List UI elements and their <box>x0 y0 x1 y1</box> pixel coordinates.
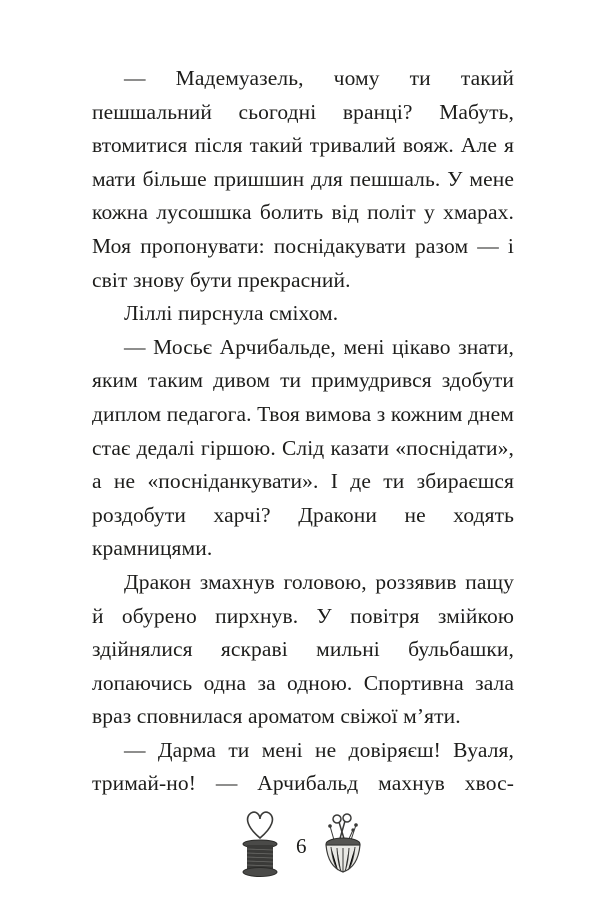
paragraph: Дракон змахнув головою, роззявив пащу й обурено пирхнув. У повітря змійкою здійнялися яскраві мильні бульбашки, лопаючись одна за одною. Спортивна зала враз сповнилася ароматом свіжої м’яти. <box>92 569 514 729</box>
thread-spool-heart-icon <box>238 808 282 880</box>
paragraph: — Дарма ти мені не довіряєш! Вуаля, тримай-но! — Арчибальд махнув хвос- <box>92 737 514 796</box>
page-number: 6 <box>296 834 307 858</box>
page-footer <box>0 800 600 900</box>
pincushion-scissors-icon <box>320 812 366 878</box>
paragraph: — Мосьє Арчибальде, мені цікаво знати, яким таким дивом ти примудрився здобути диплом педагога. Твоя вимова з кожним днем стає дедалі гіршою. Слід казати «поснідати», а не «посніданкувати». І де ти збираєшся роздобути харчі? Дракони не ходять крамницями. <box>92 334 514 561</box>
paragraph: Ліллі пирснула сміхом. <box>124 301 339 326</box>
page-text <box>92 62 514 801</box>
paragraph: — Мадемуазель, чому ти такий пешшальний сьогодні вранці? Мабуть, втомитися після такий тривалий вояж. Але я мати більше пришшин для пешшаль. У мене кожна лусошшка болить від політ у хмарах. Моя пропонувати: поснідакувати разом — і світ знову бути прекрасний. <box>92 66 514 292</box>
